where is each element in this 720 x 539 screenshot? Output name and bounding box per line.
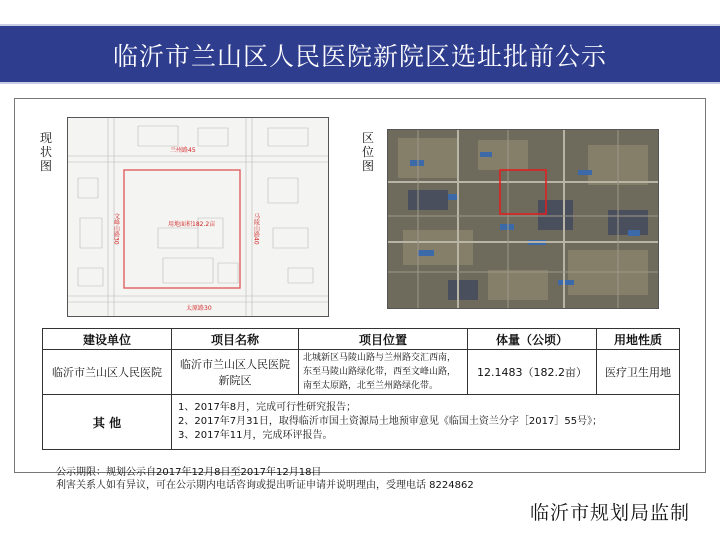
- table-row-other: [43, 395, 680, 450]
- location-satellite-map: [387, 129, 659, 309]
- header-volume: 体量（公顷）: [468, 329, 597, 350]
- cell-land-use: 医疗卫生用地: [597, 350, 680, 395]
- cell-unit: 临沂市兰山区人民医院: [43, 350, 172, 395]
- title-banner: [0, 24, 720, 84]
- header-unit: 建设单位: [43, 329, 172, 350]
- other-item: 2、2017年7月31日，取得临沂市国土资源局土地预审意见《临国土资兰分字［2017］55号》；: [178, 416, 603, 427]
- site-boundary: [124, 170, 240, 288]
- road-left-label: 文峰山路30: [112, 213, 120, 245]
- page-title: 临沂市兰山区人民医院新院区选址批前公示: [112, 42, 607, 71]
- notice-objection: 利害关系人如有异议，可在公示期内电话咨询或提出听证申请并说明理由，受理电话 8224862: [56, 480, 474, 491]
- current-map-drawing: [68, 118, 329, 317]
- header-name: 项目名称: [172, 329, 299, 350]
- cell-other-label: 其 他: [43, 395, 172, 450]
- road-bottom-label: 太原路30: [186, 305, 212, 312]
- cell-location: 北城新区马陵山路与兰州路交汇西南，东至马陵山路绿化带，西至文峰山路，南至太原路，北至兰州路绿化带。: [299, 350, 468, 395]
- cell-name: 临沂市兰山区人民医院新院区: [172, 350, 299, 395]
- road-right-label: 马陵山路40: [252, 213, 260, 245]
- road-top-label: 兰州路45: [170, 147, 196, 154]
- site-area-label: 用地面积182.2亩: [168, 221, 216, 228]
- satellite-map-drawing: [388, 130, 659, 309]
- cell-other-items: [172, 395, 680, 450]
- header-land-use: 用地性质: [597, 329, 680, 350]
- cell-volume: 12.1483（182.2亩）: [468, 350, 597, 395]
- other-item: 3、2017年11月，完成环评报告。: [178, 430, 333, 441]
- table-row: [43, 350, 680, 395]
- current-map-label: 现状图: [39, 131, 52, 173]
- table-header-row: [43, 329, 680, 350]
- project-info-table: [42, 328, 680, 450]
- location-map-label: 区位图: [361, 131, 374, 173]
- current-status-map: [67, 117, 329, 317]
- other-item: 1、2017年8月，完成可行性研究报告；: [178, 402, 357, 413]
- notice-period: 公示期限：规划公示自2017年12月8日至2017年12月18日: [56, 467, 322, 478]
- supervisor-footer: 临沂市规划局监制: [529, 502, 690, 524]
- header-location: 项目位置: [299, 329, 468, 350]
